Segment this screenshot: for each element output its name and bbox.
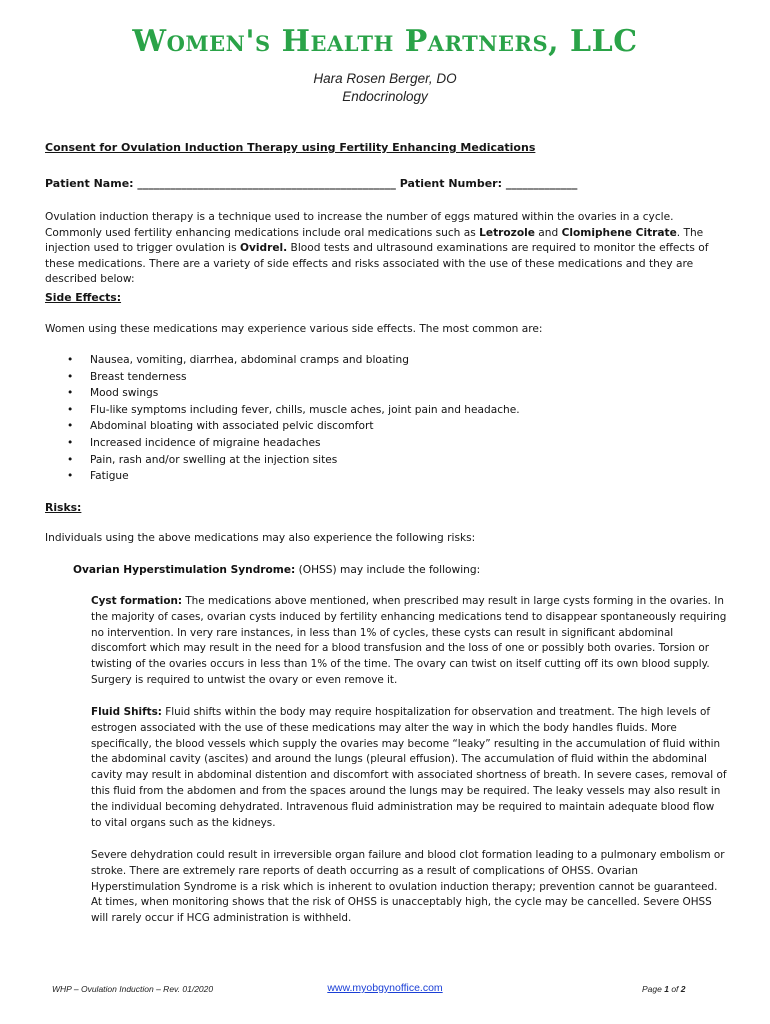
side-effects-list [45,352,520,485]
patient-name-field[interactable]: _______________________________________________ [137,177,396,190]
intro-text-3: Blood tests and ultrasound examinations are required to monitor the effects of these medications. There are a variety of side effects and risks associated with the use of these medications and they are described below: [45,242,709,286]
list-item [45,452,520,469]
list-item-text: Fatigue [90,470,129,483]
document-title: Consent for Ovulation Induction Therapy using Fertility Enhancing Medications [45,141,536,154]
patient-fields [45,176,730,192]
list-item-text: Mood swings [90,387,159,400]
bullet-icon: • [67,420,74,433]
list-item [45,385,520,402]
intro-paragraph [45,210,730,288]
ohss-label: Ovarian Hyperstimulation Syndrome: [73,564,296,576]
list-item-text: Abdominal bloating with associated pelvic discomfort [90,420,374,433]
page-total: 2 [680,984,686,994]
bullet-icon: • [67,436,74,449]
ohss-text: (OHSS) may include the following: [295,564,481,576]
bullet-icon: • [67,354,74,366]
side-effects-heading: Side Effects: [45,291,122,304]
patient-number-label: Patient Number: [399,177,503,190]
list-item [45,418,520,435]
doctor-name: Hara Rosen Berger, DO [313,71,457,86]
list-item-text: Increased incidence of migraine headaches [90,436,321,449]
page-prefix: Page [642,984,665,994]
intro-text-1: Ovulation induction therapy is a technique used to increase the number of eggs matured within the ovaries in a cycle. Commonly used fertility enhancing medications include oral medications such as [45,211,674,239]
doctor-info [0,70,770,106]
intro-text-2: . The injection used to trigger ovulation is [45,226,704,255]
severe-dehydration-paragraph: Severe dehydration could result in irreversible organ failure and blood clot formation leading to a pulmonary embolism or stroke. There are extremely rare reports of death occurring as a result of complications of OHSS. Ovarian Hyperstimulation Syndrome is a risk which is inherent to ovulation induction therapy; prevention cannot be guaranteed. At times, when monitoring shows that the risk of OHSS is unacceptably high, the cycle may be cancelled. Severe OHSS will rarely occur if HCG administration is withheld. [91,849,725,925]
ohss-line [73,563,480,579]
website-link[interactable]: www.myobgynoffice.com [327,982,443,994]
footer-page-number [642,984,686,994]
bullet-icon: • [67,403,74,416]
intro-and: and [534,226,562,239]
bullet-icon: • [67,453,74,466]
cyst-text: The medications above mentioned, when prescribed may result in large cysts forming in the ovaries. In the majority of cases, ovarian cysts induced by fertility enhancing medications tend to disappear spontaneously requiring no intervention. In very rare instances, in less than 1% of cycles, these cysts can result in significant abdominal discomfort which may result in the need for a blood transfusion and the loss of one or possibly both ovaries. Torsion or twisting of the ovaries occurs in less than 1% of the time. The ovary can twist on itself cutting off its own blood supply. Surgery is required to untwist the ovary or even remove it. [91,595,727,686]
bullet-icon: • [67,387,74,400]
practice-logo: Women's Health Partners, LLC [132,24,638,59]
patient-number-field[interactable]: _____________ [505,177,578,190]
side-effects-intro: Women using these medications may experience various side effects. The most common are: [45,323,543,335]
list-item [45,468,520,485]
risks-intro: Individuals using the above medications may also experience the following risks: [45,532,476,544]
fluid-shifts-paragraph [91,705,727,831]
list-item-text: Pain, rash and/or swelling at the injection sites [90,453,338,466]
fluid-label: Fluid Shifts: [91,706,162,718]
cyst-formation-paragraph [91,594,727,689]
letrozole-term: Letrozole [479,226,535,239]
page-num: 1 [664,984,669,994]
page-of: of [668,984,681,994]
bullet-icon: • [67,470,74,483]
list-item [45,435,520,452]
list-item [45,352,520,369]
list-item-text: Breast tenderness [90,370,187,383]
cyst-label: Cyst formation: [91,595,183,607]
list-item-text: Flu-like symptoms including fever, chills, muscle aches, joint pain and headache. [90,403,520,416]
ovidrel-term: Ovidrel. [239,242,288,255]
list-item [45,369,520,386]
list-item [45,402,520,419]
clomiphene-term: Clomiphene Citrate [561,226,677,239]
patient-name-label: Patient Name: [45,177,134,190]
footer-revision: WHP – Ovulation Induction – Rev. 01/2020 [52,984,214,994]
specialty: Endocrinology [342,89,428,104]
fluid-text: Fluid shifts within the body may require hospitalization for observation and treatment. The high levels of estrogen associated with the use of these medications may alter the way in which the body handles fluids. More specifically, the blood vessels which supply the ovaries may become “leaky” resulting in the accumulation of fluid within the abdominal cavity (ascites) and around the lungs (pleural effusion). The accumulation of fluid within the abdominal cavity may result in abdominal distention and discomfort with associated shortness of breath. In severe cases, removal of this fluid from the abdomen and from the spaces around the lungs may be required. The leaky vessels may also result in the individual becoming dehydrated. Intravenous fluid administration may be required to maintain adequate blood flow to vital organs such as the kidneys. [91,706,727,829]
bullet-icon: • [67,370,74,383]
risks-heading: Risks: [45,501,82,514]
list-item-text: Nausea, vomiting, diarrhea, abdominal cramps and bloating [90,354,409,366]
